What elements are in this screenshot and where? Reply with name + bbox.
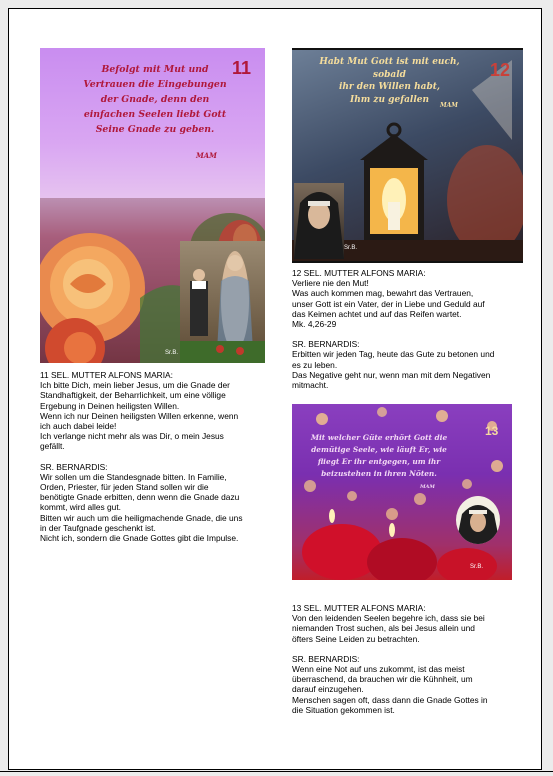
text-line: Was auch kommen mag, bewahrt das Vertrauen, [292,288,474,299]
card-signature: MAM [440,102,458,109]
text-line: benötigte Gnade erbitten, denn wenn die Gnade dazu [40,492,240,503]
nun-portrait-oval [456,496,500,544]
text-line: Wir sollen um die Standesgnade bitten. In Familie, [40,471,227,482]
text-line: Wenn eine Not auf uns zukommt, ist das meist [292,664,465,675]
card-signature: MAM [196,151,217,160]
card-quote: Mit welcher Güte erhört Gott die demütige Seele, wie läuft Er, wie fliegt Er ihr entgegen, um ihr beizustehen in ihren Nöten. [310,433,448,478]
text-line: Standhaftigkeit, der Beharrlichkeit, um eine völlige [40,390,226,401]
text-line: es zu leben. [292,359,338,370]
card-number: 13 [485,424,499,438]
text-line: gefällt. [40,441,65,452]
text-line: Ich verlange nicht mehr als was Dir, o mein Jesus [40,431,224,442]
text-block-12 [292,268,527,390]
text-line: in der Taufgnade geschenkt ist. [40,522,156,533]
devotional-card-11 [40,48,265,363]
text-subheading: SR. BERNARDIS: [40,461,108,472]
text-line: Erbitten wir jeden Tag, heute das Gute zu betonen und [292,349,495,360]
text-line: Bitten wir auch um die heiligmachende Gnade, die uns [40,512,243,523]
card-number: 12 [490,60,511,80]
devotional-card-13 [292,404,512,580]
text-line: die Situation gekommen ist. [292,704,395,715]
text-line: unser Gott ist ein Vater, der in Liebe und Geduld auf [292,298,485,309]
text-subheading: SR. BERNARDIS: [292,653,360,664]
text-line: Menschen sagen oft, dass dann die Gnade Gottes in [292,694,488,705]
text-line: kommt, wird alles gut. [40,502,121,513]
text-block-11 [40,370,265,543]
text-line: Ich bitte Dich, mein lieber Jesus, um die Gnade der [40,380,230,391]
text-line: ich auch dabei leide! [40,421,117,432]
card-quote: Befolgt mit Mut und Vertrauen die Eingebungen der Gnade, denn den einfachen Seelen liebt Gott Seine Gnade zu geben. [83,64,227,135]
text-line: Wenn ich nur Deinen heiligsten Willen erkenne, wenn [40,410,239,421]
mary-statue-photo [180,241,265,363]
text-line: darauf einzugehen. [292,684,364,695]
card-credit: Sr.B. [165,350,179,356]
card-credit: Sr.B. [470,564,484,570]
nun-portrait [294,183,344,259]
text-line: Von den leidenden Seelen begehre ich, dass sie bei [292,613,485,624]
card-signature: MAM [420,484,435,490]
text-line: mitmacht. [292,380,329,391]
text-line: Mk. 4,26-29 [292,319,337,330]
card-number: 11 [232,58,252,78]
text-line: niemanden Trost suchen, als bei Jesus allein und [292,623,475,634]
card-quote: Habt Mut Gott ist mit euch, sobald ihr den Willen habt, Ihm zu gefallen [319,57,460,105]
page-bottom-rule [0,771,553,772]
text-line: Ergebung in Deinen heiligsten Willen. [40,400,180,411]
text-heading: 13 SEL. MUTTER ALFONS MARIA: [292,603,426,613]
text-line: das Keimen achtet und auf das Reifen wartet. [292,308,462,319]
text-block-13 [292,603,527,715]
card-credit: Sr.B. [344,245,358,251]
text-line: überraschend, da brauchen wir die Kühnheit, um [292,674,473,685]
text-line: Orden, Priester, für jeden Stand sollen wir die [40,482,209,493]
text-line: Verliere nie den Mut! [292,278,369,289]
devotional-card-12 [292,48,523,263]
text-line: Das Negative geht nur, wenn man mit dem Negativen [292,369,491,380]
text-line: öfters Seine Leiden zu betrachten. [292,633,420,644]
text-subheading: SR. BERNARDIS: [292,339,360,350]
text-line: Nicht ich, sondern die Gnade Gottes gibt die Impulse. [40,533,239,544]
candles-bokeh-image [292,404,512,580]
text-heading: 11 SEL. MUTTER ALFONS MARIA: [40,370,173,380]
text-heading: 12 SEL. MUTTER ALFONS MARIA: [292,268,426,278]
